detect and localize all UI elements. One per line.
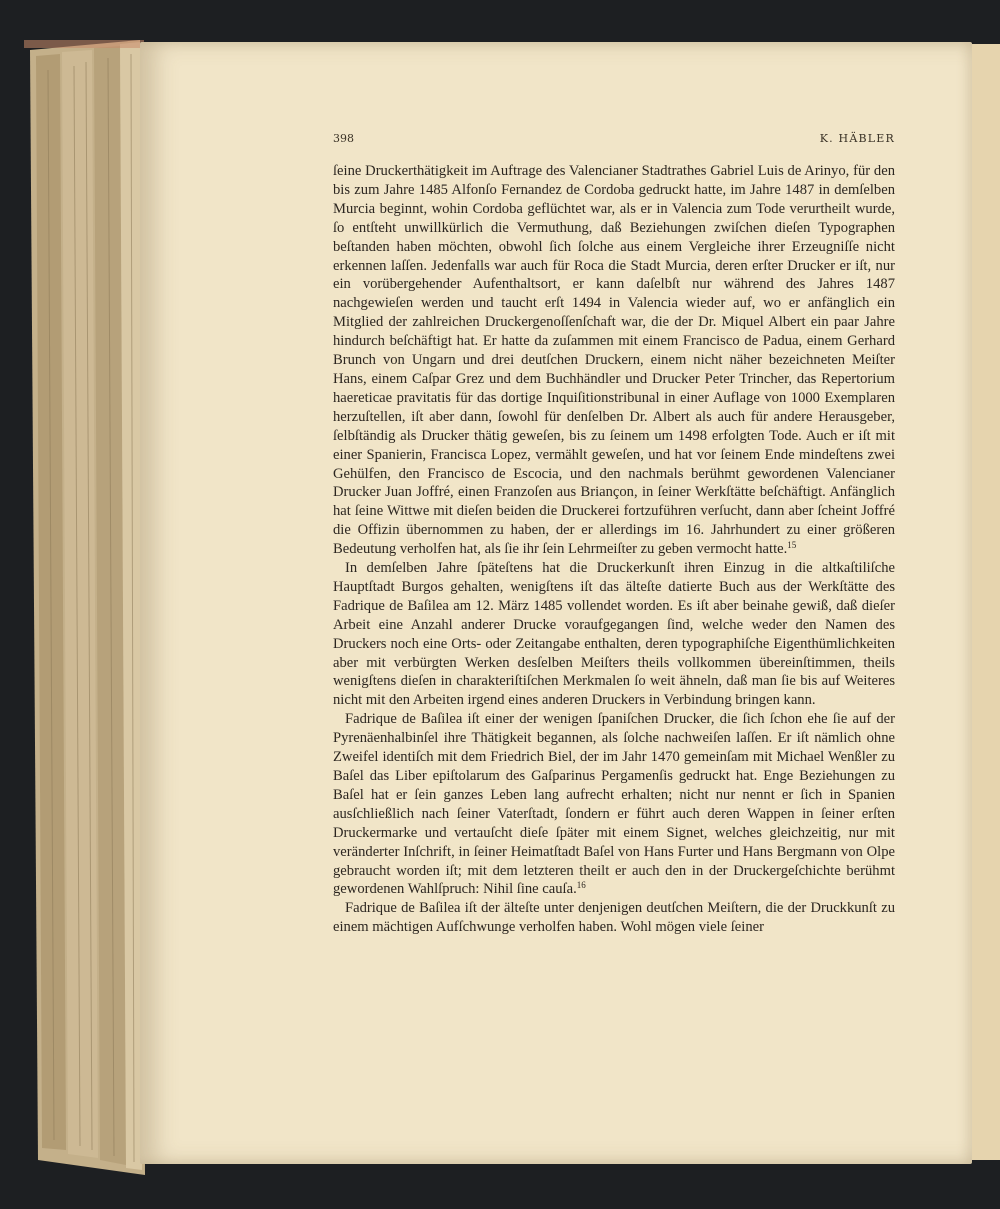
page-number: 398 (333, 132, 354, 145)
body-text (333, 162, 895, 937)
footnote-ref: 16 (576, 880, 586, 891)
page-header (333, 132, 895, 150)
paragraph-text: Fadrique de Baſilea iſt einer der wenigen ſpaniſchen Drucker, die ſich ſchon ehe ſie auf der Pyrenäenhalbinſel ihre Thätigkeit begannen, als ſolche nachweiſen laſſen. Er iſt nämlich ohne Zweifel identiſch mit dem Friedrich Biel, der im Jahr 1470 gemeinſam mit Michael Wenßler zu Baſel das Liber epiſtolarum des Gaſparinus Pergamenſis gedruckt hat. Enge Beziehungen zu Baſel hat er ſein ganzes Leben lang aufrecht erhalten; nicht nur nennt er ſich in Spanien ausſchließlich nach ſeiner Vaterſtadt, ſondern er führt auch deren Wappen in ſeiner erſten Druckermarke und vertauſcht dieſe ſpäter mit einem Signet, welches gleichzeitig, nur mit veränderter Inſchrift, in ſeiner Heimatſtadt Baſel von Hans Furter und Hans Bergmann von Olpe gebraucht worden iſt; mit dem letzteren theilt er auch den in der Druckergeſchichte berühmt gewordenen Wahlſpruch: Nihil ſine cauſa. (333, 711, 895, 898)
paragraph (333, 710, 895, 899)
running-head: K. HÄBLER (819, 132, 895, 145)
paragraph (333, 559, 895, 710)
paragraph-text: Fadrique de Baſilea iſt der älteſte unter denjenigen deutſchen Meiſtern, die der Druckkunſt zu einem mächtigen Aufſchwunge verholfen haben. Wohl mögen viele ſeiner (333, 900, 895, 936)
paragraph-text: In demſelben Jahre ſpäteſtens hat die Druckerkunſt ihren Einzug in die altkaſtiliſche Hauptſtadt Burgos gehalten, wenigſtens iſt das älteſte datierte Buch aus der Werkſtätte des Fadrique de Baſilea am 12. März 1485 vollendet worden. Es iſt aber beinahe gewiß, daß dieſer Arbeit eine Anzahl anderer Drucke voraufgegangen ſind, welche weder den Namen des Druckers noch eine Orts- oder Zeitangabe enthalten, deren typographiſche Eigenthümlichkeiten aber mit verbürgten Werken desſelben Meiſters theils vollkommen übereinſtimmen, theils wenigſtens dieſen in charakteriſtiſchen Merkmalen ſo weit ähneln, daß man ſie bis auf Weiteres nicht mit den Arbeiten irgend eines anderen Druckers in Verbindung bringen kann. (333, 560, 895, 709)
paragraph (333, 899, 895, 937)
footnote-ref: 15 (787, 540, 797, 551)
paragraph-text: ſeine Druckerthätigkeit im Auftrage des Valencianer Stadtrathes Gabriel Luis de Arinyo, für den bis zum Jahre 1485 Alfonſo Fernandez de Cordoba gedruckt hatte, im Jahre 1487 in demſelben Murcia beginnt, wohin Cordoba geflüchtet war, als er in Valencia zum Tode verurtheilt wurde, ſo entſteht unwillkürlich die Vermuthung, daß Beziehungen zwiſchen dieſen Typographen beſtanden haben möchten, obwohl ſich ſolche aus einem Vergleiche ihrer Erzeugniſſe nicht erkennen laſſen. Jedenfalls war auch für Roca die Stadt Murcia, deren erſter Drucker er iſt, nur ein vorübergehender Aufenthaltsort, er kann daſelbſt nur während des Jahres 1487 nachgewieſen werden und taucht erſt 1494 in Valencia wieder auf, wo er anfänglich ein Mitglied der zahlreichen Druckergenoſſenſchaft war, die der Dr. Miquel Albert ein paar Jahre hindurch beſchäftigt hat. Er hatte da zuſammen mit einem Francisco de Padua, einem Gerhard Brunch von Ungarn und drei deutſchen Druckern, einem nicht näher bezeichneten Meiſter Hans, einem Caſpar Grez und dem Buchhändler und Drucker Peter Trincher, das Repertorium haereticae pravitatis für das dortige Inquiſitionstribunal in einer Auflage von 1000 Exemplaren herzuſtellen, iſt aber dann, ſowohl für denſelben Dr. Albert als auch für andere Herausgeber, ſelbſtändig als Drucker thätig geweſen, bis zu ſeinem um 1498 erfolgten Tode. Auch er iſt mit einer Spanierin, Francisca Lopez, vermählt geweſen, und hat vor ſeinem Ende mindeſtens zwei Gehülfen, den Francisco de Escocia, und den nachmals berühmt gewordenen Valencianer Drucker Juan Joffré, einen Franzoſen aus Briançon, in ſeiner Werkſtätte beſchäftigt. Anfänglich hat ſeine Wittwe mit dieſen beiden die Druckerei fortzuführen verſucht, dann aber ſcheint Joffré die Offizin übernommen zu haben, der er allerdings im 16. Jahrhundert zu einer größeren Bedeutung verholfen hat, als ſie ihr ſein Lehrmeiſter zu geben vermocht hatte. (333, 163, 895, 558)
paragraph (333, 162, 895, 559)
